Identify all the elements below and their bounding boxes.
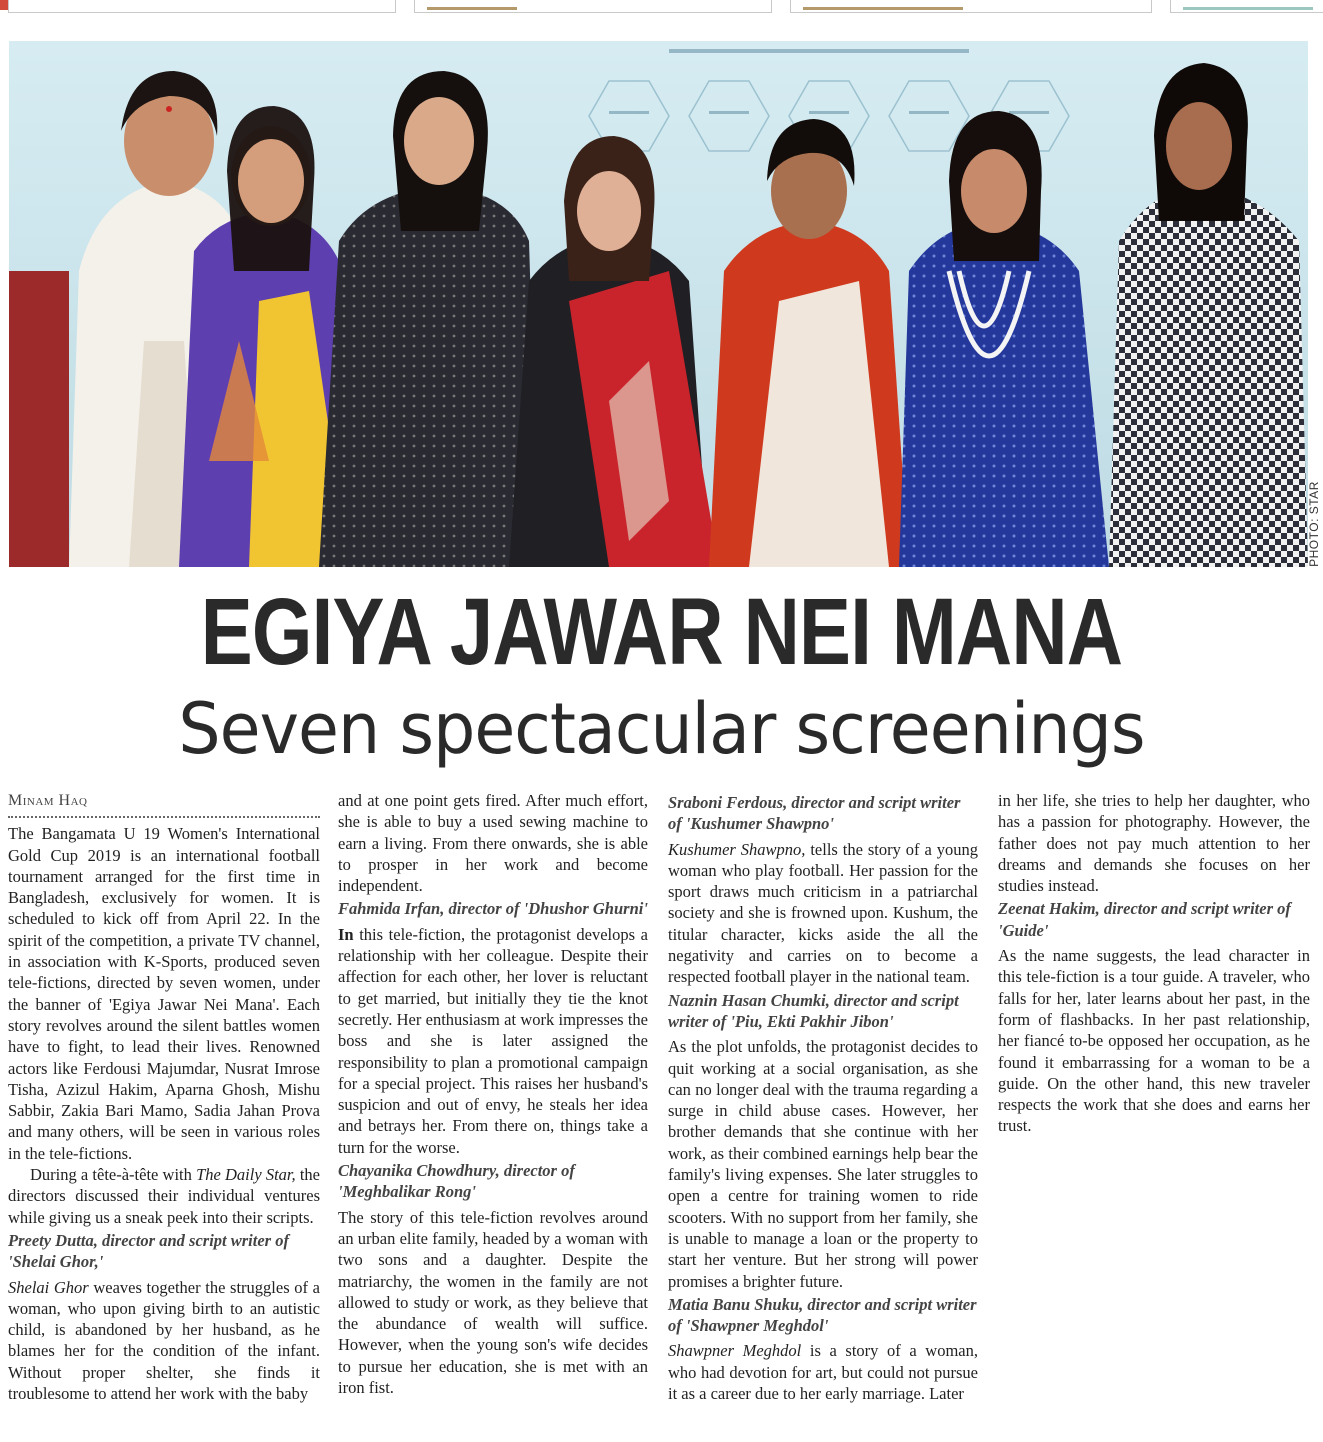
section-paragraph: As the plot unfolds, the protagonist decides to quit working at a social organisation, as she can no longer deal with the trauma regarding a surge in child abuse cases. However, her brother demands that she continue with her work, as their combined earnings help bear the family's living expenses. She later struggles to open a centre for training women to ride scooters. With no support from her family, she is unable to manage a loan or the property to start her venture. But her strong will power promises a brighter future. — [668, 1037, 978, 1291]
top-teaser-box — [414, 0, 772, 13]
top-teaser-box — [790, 0, 1152, 13]
top-page-strip — [0, 0, 1323, 14]
section-heading: Sraboni Ferdous, director and script writer of 'Kushumer Shawpno' — [668, 793, 961, 834]
byline: Minam Haq — [8, 790, 320, 818]
section-heading: Chayanika Chowdhury, director of 'Meghbalikar Rong' — [338, 1161, 575, 1202]
section-paragraph: and at one point gets fired. After much effort, she is able to buy a used sewing machine to earn a living. From there onwards, she is able to prosper in her work and become independent. — [338, 791, 648, 896]
section-paragraph: As the name suggests, the lead character in this tele-fiction is a tour guide. A traveler, who falls for her, later learns about her past, in the form of flashbacks. In her past relationship, her fiancé to-be opposed her occupation, as he found it embarrassing for a woman to be a guide. On the other hand, this new traveler respects the work that she does and earns her trust. — [998, 946, 1310, 1136]
top-teaser-box — [1170, 0, 1323, 13]
section-heading: Matia Banu Shuku, director and script writer of 'Shawpner Meghdol' — [668, 1294, 977, 1336]
section-paragraph: in her life, she tries to help her daughter, who has a passion for photography. However, the father does not pay much attention to her dreams and demands she focuses on her studies instead. — [998, 791, 1310, 896]
article-column-1 — [8, 790, 320, 1404]
intro-paragraph: The Bangamata U 19 Women's International Gold Cup 2019 is an international football tournament arranged for the first time in Bangladesh, exclusively for women. It is scheduled to kick off from April 22. In the spirit of the competition, a private TV channel, in association with K-Sports, produced seven tele-fictions, directed by seven women, under the banner of 'Egiya Jawar Nei Mana'. Each story revolves around the silent battles women have to fight, to lead their lives. Renowned actors like Ferdousi Majumdar, Nusrat Imrose Tisha, Azizul Hakim, Aparna Ghosh, Mishu Sabbir, Zakia Bari Mamo, Sadia Jahan Prova and many others, will be seen in various roles in the tele-fictions. — [8, 824, 320, 1163]
article-column-2 — [338, 790, 648, 1398]
section-heading: Naznin Hasan Chumki, director and script writer of 'Piu, Ekti Pakhir Jibon' — [668, 990, 959, 1031]
subheadline: Seven spectacular screenings — [178, 688, 1145, 770]
article-column-3 — [668, 790, 978, 1404]
section-heading: Fahmida Irfan, director of 'Dhushor Ghurni' — [338, 899, 648, 919]
photo-credit: PHOTO: STAR — [1307, 481, 1321, 567]
section-paragraph: Shelai Ghor weaves together the struggles of a woman, who upon giving birth to an autistic child, is abandoned by her husband, as he blames her for the condition of the infant. Without proper shelter, she finds it troublesome to attend her work with the baby — [8, 1277, 320, 1404]
section-paragraph: Kushumer Shawpno, tells the story of a young woman who play football. Her passion for the sport draws much criticism in a patriarchal society and she is frowned upon. Kushum, the titular character, kicks aside the all the negativity and carries on to become a respected football player in the national team. — [668, 839, 978, 987]
section-heading: Preety Dutta, director and script writer of 'Shelai Ghor,' — [8, 1230, 289, 1272]
group-photo — [9, 41, 1308, 567]
top-teaser-box — [8, 0, 396, 13]
section-heading: Zeenat Hakim, director and script writer of 'Guide' — [998, 899, 1291, 940]
section-paragraph: Shawpner Meghdol is a story of a woman, who had devotion for art, but could not pursue it as a career due to her early marriage. Later — [668, 1341, 978, 1404]
group-photo-illustration — [9, 41, 1308, 567]
article-column-4 — [998, 790, 1310, 1137]
intro-paragraph-2: During a tête-à-tête with The Daily Star, the directors discussed their individual ventures while giving us a sneak peek into their scripts. — [8, 1165, 320, 1227]
headline: EGIYA JAWAR NEI MANA — [200, 579, 1123, 685]
section-paragraph: In this tele-fiction, the protagonist develops a relationship with her colleague. Despite their affection for each other, her lover is reluctant to get married, but initially they tie the knot secretly. Her enthusiasm at work impresses the boss and she is later assigned the responsibility to plan a promotional campaign for a special project. This raises her husband's suspicion and out of envy, he steals her idea and betrays her. From there on, things take a turn for the worse. — [338, 924, 648, 1157]
section-paragraph: The story of this tele-fiction revolves around an urban elite family, headed by a woman with two sons and a daughter. Despite the matriarchy, the women in the family are not allowed to study or work, as they believe that the abundance of wealth will suffice. However, when the young son's wife decides to pursue her education, she is met with an iron fist. — [338, 1207, 648, 1398]
red-backdrop — [9, 271, 69, 567]
